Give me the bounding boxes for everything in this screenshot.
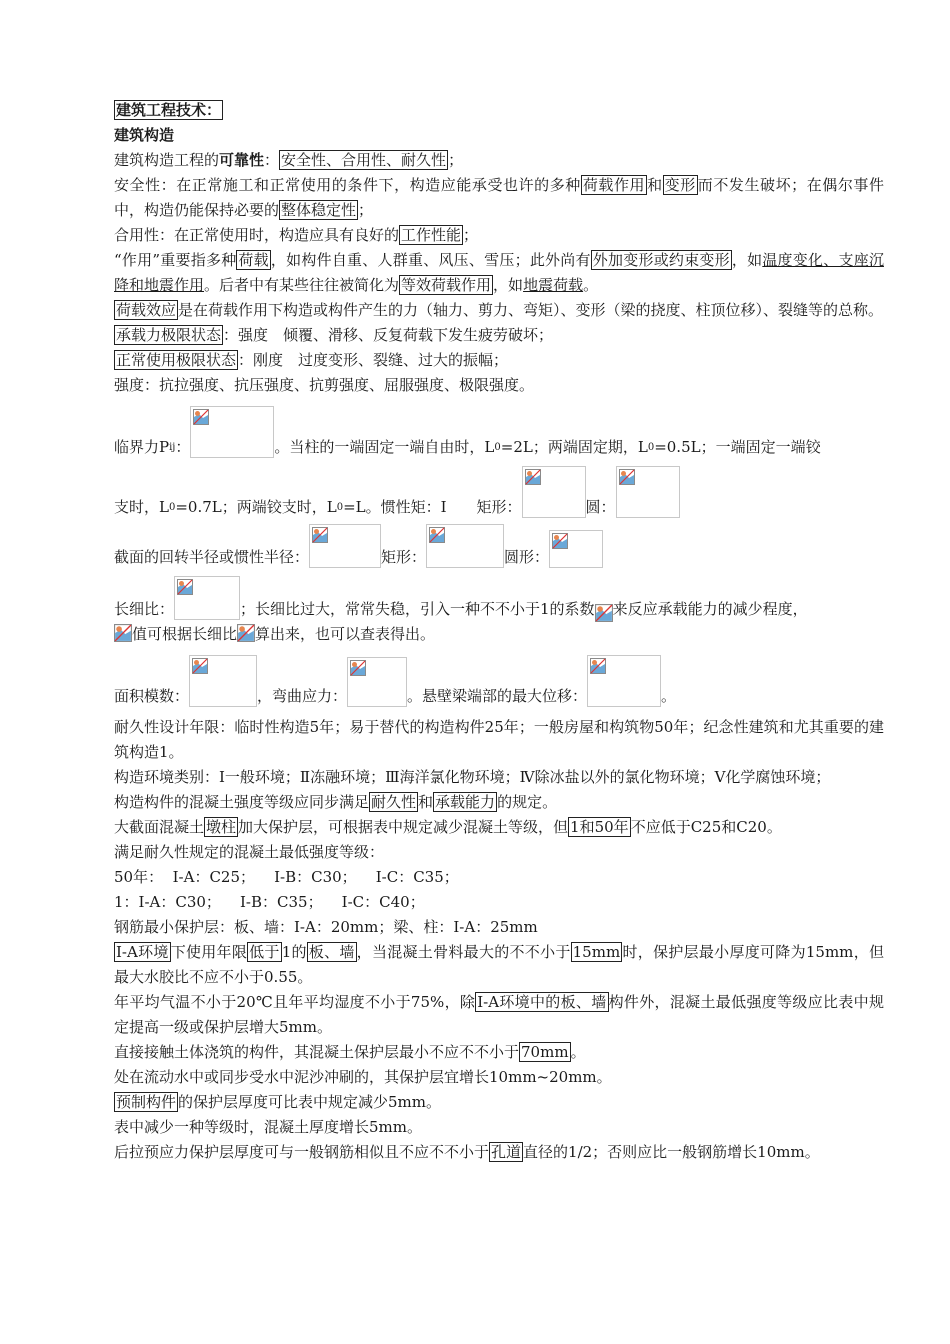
broken-image-icon: [590, 658, 606, 674]
formula-image-placeholder: [347, 657, 407, 707]
formula-image-placeholder: [549, 530, 603, 568]
broken-image-icon: [192, 658, 208, 674]
para-safety: 安全性：在正常施工和正常使用的条件下，构造应能承受也许的多种 荷载作用 和 变形 而不发生破坏；在偶尔事件中，构造仍能保持必要的 整体稳定性 ；: [114, 176, 884, 219]
para-usability: 合用性：在正常使用时，构造应具有良好的 工作性能 ；: [114, 226, 479, 244]
broken-image-icon: [595, 604, 613, 622]
para-gyration-radius: 截面的回转半径或惯性半径： 矩形： 圆形：: [114, 524, 884, 570]
para-min-cover: 钢筋最小保护层：板、墙：I-A：20mm；梁、柱：I-A：25mm: [114, 918, 538, 936]
formula-image-placeholder: [426, 524, 504, 568]
para-flowing-water: 处在流动水中或同步受水中泥沙冲刷的，其保护层宜增长10mm~20mm。: [114, 1068, 612, 1086]
broken-image-icon: [525, 469, 541, 485]
broken-image-icon: [237, 624, 255, 642]
para-hinge: 支时，L 0 =0.7L；两端铰支时，L 0 =L。惯性矩：I 矩形： 圆：: [114, 466, 884, 520]
para-ultimate-limit: 承载力极限状态 ：强度 倾覆、滑移、反复荷载下发生疲劳破坏；: [116, 326, 554, 344]
para-slenderness-cont: 值可根据长细比 算出来，也可以查表得出。: [114, 622, 884, 647]
formula-image-placeholder: [189, 655, 257, 707]
broken-image-icon: [350, 660, 366, 676]
formula-image-placeholder: [522, 466, 586, 518]
para-critical-force: 临界力P ij ： 。当柱的一端固定一端自由时，L 0 =2L；两端固定期，L 0 =0.5L；一端固定一端铰: [114, 406, 884, 460]
para-grade-reduce: 表中减少一种等级时，混凝土厚度增长5mm。: [114, 1118, 422, 1136]
para-section-modulus: 面积模数： ，弯曲应力： 。悬壁梁端部的最大位移： 。: [114, 655, 884, 709]
para-durability-years: 耐久性设计年限：临时性构造5年；易于替代的构造构件25年；一般房屋和构筑物50年；纪念性建筑和尤其重要的建筑构造1。: [114, 718, 884, 761]
para-load-effect: 荷载效应 是在荷载作用下构造或构件产生的力（轴力、剪力、弯矩）、变形（梁的挠度、柱顶位移）、裂缝等的总称。: [116, 301, 884, 319]
para-concrete-grade: 构造构件的混凝土强度等级应同步满足 耐久性 和 承载能力 的规定。: [114, 793, 558, 811]
para-service-limit: 正常使用极限状态 ：刚度 过度变形、裂缝、过大的振幅；: [116, 351, 509, 369]
para-ia-environment: I-A环境 下使用年限 低于 1的 板、墙 ，当混凝土骨料最大的不不小于 15mm 时，保护层最小厚度可降为15mm，但最大水胶比不应不小于0.55。: [114, 943, 884, 986]
broken-image-icon: [429, 527, 445, 543]
para-large-section: 大截面混凝土 墩柱 加大保护层，可根据表中规定减少混凝土等级，但 1和50年 不应低于C25和C20。: [114, 818, 782, 836]
para-min-grade: 满足耐久性规定的混凝土最低强度等级：: [114, 843, 385, 861]
para-slenderness: 长细比： ；长细比过大，常常失稳，引入一种不不小于1的系数 来反应承载能力的减少程度，: [114, 576, 884, 622]
para-grade-1: 1：I-A：C30； I-B：C35； I-C：C40；: [114, 893, 425, 911]
para-grade-50: 50年： I-A：C25； I-B：C30； I-C：C35；: [114, 868, 459, 886]
formula-image-placeholder: [587, 655, 661, 707]
para-environment: 构造环境类别：Ⅰ一般环境；Ⅱ冻融环境；Ⅲ海洋氯化物环境；Ⅳ除冰盐以外的氯化物环境；Ⅴ化学腐蚀环境；: [114, 768, 831, 786]
para-action: “作用”重要指多种 荷载 ，如构件自重、人群重、风压、雪压；此外尚有 外加变形或约束变形 ，如温度变化、支座沉降和地震作用。后者中有某些往往被简化为 等效荷载作用 ，如地震荷载。: [114, 251, 884, 294]
para-soil-contact: 直接接触土体浇筑的构件，其混凝土保护层最小不应不不小于 70mm 。: [114, 1043, 586, 1061]
broken-image-icon: [619, 469, 635, 485]
para-post-tension: 后拉预应力保护层厚度可与一般钢筋相似且不应不不小于 孔道 直径的1/2；否则应比一般钢筋增长10mm。: [114, 1143, 820, 1161]
para-precast: 预制构件 的保护层厚度可比表中规定减少5mm。: [116, 1093, 442, 1111]
heading-2: 建筑构造: [114, 126, 175, 144]
document-body: [114, 98, 884, 1165]
para-reliability: 建筑构造工程的可靠性： 安全性、合用性、耐久性 ；: [114, 151, 464, 169]
broken-image-icon: [552, 533, 568, 549]
formula-image-placeholder: [174, 576, 240, 620]
broken-image-icon: [114, 624, 132, 642]
formula-image-placeholder: [309, 524, 381, 568]
formula-image-placeholder: [190, 406, 274, 458]
para-temperature: 年平均气温不小于20℃且年平均湿度不小于75%，除 I-A环境中的板、墙 构件外，混凝土最低强度等级应比表中规定提高一级或保护层增大5mm。: [114, 993, 884, 1036]
broken-image-icon: [177, 579, 193, 595]
broken-image-icon: [193, 409, 209, 425]
para-strength: 强度：抗拉强度、抗压强度、抗剪强度、屈服强度、极限强度。: [114, 376, 535, 394]
formula-image-placeholder: [616, 466, 680, 518]
broken-image-icon: [312, 527, 328, 543]
heading-1: 建筑工程技术：: [116, 101, 222, 119]
